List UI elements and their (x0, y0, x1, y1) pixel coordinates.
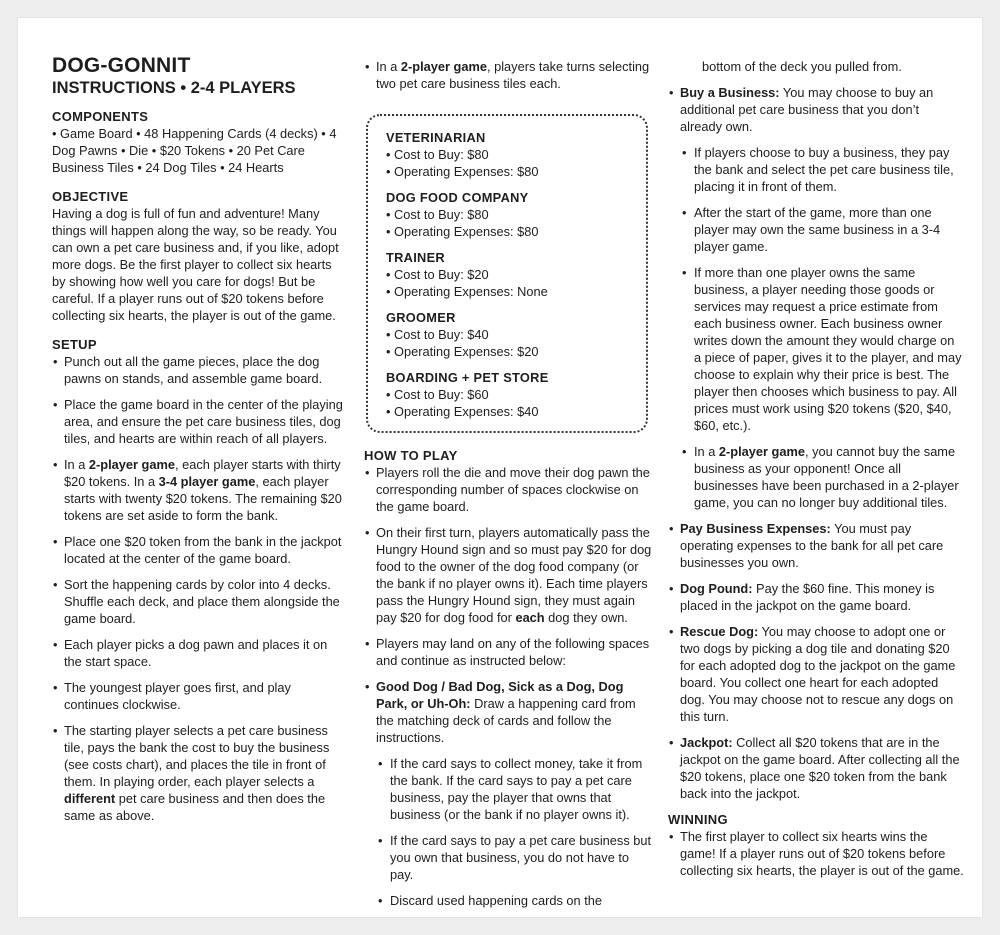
space-rule-good-dog: • Good Dog / Bad Dog, Sick as a Dog, Dog Park, or Uh-Oh: Draw a happening card from the matching deck of cards and follow the instructions. (364, 678, 652, 746)
cost-to-buy: • Cost to Buy: $80 (386, 146, 630, 163)
winning-heading: WINNING (668, 812, 728, 827)
operating-expenses: • Operating Expenses: None (386, 283, 630, 300)
space-rule-sub-item-continued: bottom of the deck you pulled from. (702, 59, 902, 74)
setup-heading: SETUP (52, 337, 97, 352)
space-rule-sub-item: • Discard used happening cards on the (364, 892, 652, 909)
how-to-play-item: • On their first turn, players automatically pass the Hungry Hound sign and so must pay $20 for dog food to the owner of the dog food company (or the bank if no player owns it). Each time players pass the Hungry Hound sign, they must again pay $20 for dog food for each dog they own. (364, 524, 652, 626)
operating-expenses: • Operating Expenses: $40 (386, 403, 630, 420)
setup-item: • Sort the happening cards by color into 4 decks. Shuffle each deck, and place them alongside the game board. (52, 576, 344, 627)
operating-expenses: • Operating Expenses: $80 (386, 163, 630, 180)
operating-expenses: • Operating Expenses: $80 (386, 223, 630, 240)
setup-item: • Place the game board in the center of the playing area, and ensure the pet care business tiles, dog tiles, and hearts are within reach of all players. (52, 396, 344, 447)
setup-item: • Place one $20 token from the bank in the jackpot located at the center of the game board. (52, 533, 344, 567)
business-name: VETERINARIAN (386, 130, 486, 145)
cost-to-buy: • Cost to Buy: $80 (386, 206, 630, 223)
column-3 (668, 58, 964, 879)
space-rule-sub-item: • If players choose to buy a business, they pay the bank and select the pet care business tile, placing it in front of them. (668, 144, 964, 195)
instruction-sheet (18, 18, 982, 917)
setup-item: • In a 2-player game, each player starts with thirty $20 tokens. In a 3-4 player game, each player starts with twenty $20 tokens. The remaining $20 tokens are set aside to form the bank. (52, 456, 344, 524)
game-title: DOG-GONNIT (52, 54, 191, 77)
how-to-play-item: • Players roll the die and move their dog pawn the corresponding number of spaces clockwise on the game board. (364, 464, 652, 515)
setup-item: • In a 2-player game, players take turns selecting two pet care business tiles each. (364, 58, 652, 92)
business-name: TRAINER (386, 250, 445, 265)
space-rule-rescue-dog: • Rescue Dog: You may choose to adopt one or two dogs by picking a dog tile and donating $20 for each adopted dog to the jackpot on the game board. You collect one heart for each adopted dog. You may choose not to rescue any dogs on this turn. (668, 623, 964, 725)
space-rule-dog-pound: • Dog Pound: Pay the $60 fine. This money is placed in the jackpot on the game board. (668, 580, 964, 614)
cost-to-buy: • Cost to Buy: $20 (386, 266, 630, 283)
space-rule-pay-expenses: • Pay Business Expenses: You must pay operating expenses to the bank for all pet care businesses you own. (668, 520, 964, 571)
setup-item: • The youngest player goes first, and play continues clockwise. (52, 679, 344, 713)
space-rule-sub-item: • In a 2-player game, you cannot buy the same business as your opponent! Once all businesses have been purchased in a 2-player game, you can no longer buy additional tiles. (668, 443, 964, 511)
how-to-play-item: • Players may land on any of the following spaces and continue as instructed below: (364, 635, 652, 669)
space-rule-buy-business: • Buy a Business: You may choose to buy an additional pet care business that you don’t already own. (668, 84, 964, 135)
setup-list (52, 353, 344, 824)
how-to-play-list (364, 464, 652, 909)
how-to-play-heading: HOW TO PLAY (364, 448, 458, 463)
components-heading: COMPONENTS (52, 109, 149, 124)
column-2 (364, 58, 652, 909)
cost-to-buy: • Cost to Buy: $40 (386, 326, 630, 343)
business-name: GROOMER (386, 310, 456, 325)
column-1 (52, 54, 344, 824)
setup-item: • The starting player selects a pet care business tile, pays the bank the cost to buy the business (see costs chart), and places the tile in front of them. In playing order, each player selects a different pet care business and then does the same as above. (52, 722, 344, 824)
business-name: BOARDING + PET STORE (386, 370, 549, 385)
operating-expenses: • Operating Expenses: $20 (386, 343, 630, 360)
instructions-subtitle: INSTRUCTIONS • 2-4 PLAYERS (52, 79, 296, 97)
space-rule-sub-item: • If more than one player owns the same business, a player needing those goods or services may request a price estimate from each business owner. Each business owner writes down the amount they would charge on a piece of paper, gives it to the player, and may choose to explain why their price is best. The player then chooses which business to pay. All prices must work using $20 tokens ($20, $40, $60, etc.). (668, 264, 964, 434)
winning-text: • The first player to collect six hearts wins the game! If a player runs out of $20 tokens before collecting six hearts, the player is out of the game. (668, 828, 964, 879)
objective-heading: OBJECTIVE (52, 189, 129, 204)
space-rule-jackpot: • Jackpot: Collect all $20 tokens that are in the jackpot on the game board. After collecting all the $20 tokens, place one $20 token from the bank back into the jackpot. (668, 734, 964, 802)
business-name: DOG FOOD COMPANY (386, 190, 529, 205)
space-rule-sub-item: • If the card says to pay a pet care business but you own that business, you do not have to pay. (364, 832, 652, 883)
setup-item: • Each player picks a dog pawn and places it on the start space. (52, 636, 344, 670)
space-rule-sub-item: • After the start of the game, more than one player may own the same business in a 3-4 player game. (668, 204, 964, 255)
objective-text: Having a dog is full of fun and adventure! Many things will happen along the way, so be ready. You can own a pet care business and, if you like, adopt more dogs. Be the first player to collect six hearts by showing how well you care for dogs! But be careful. If a player runs out of $20 tokens before collecting six hearts, the player is out of the game. (52, 206, 339, 323)
space-rule-sub-item: • If the card says to collect money, take it from the bank. If the card says to pay a pet care business, pay the player that owns that business (or the bank if no player owns it). (364, 755, 652, 823)
setup-item: • Punch out all the game pieces, place the dog pawns on stands, and assemble game board. (52, 353, 344, 387)
cost-to-buy: • Cost to Buy: $60 (386, 386, 630, 403)
components-text: • Game Board • 48 Happening Cards (4 decks) • 4 Dog Pawns • Die • $20 Tokens • 20 Pet Care Business Tiles • 24 Dog Tiles • 24 Hearts (52, 126, 337, 175)
business-costs-chart (366, 114, 648, 433)
